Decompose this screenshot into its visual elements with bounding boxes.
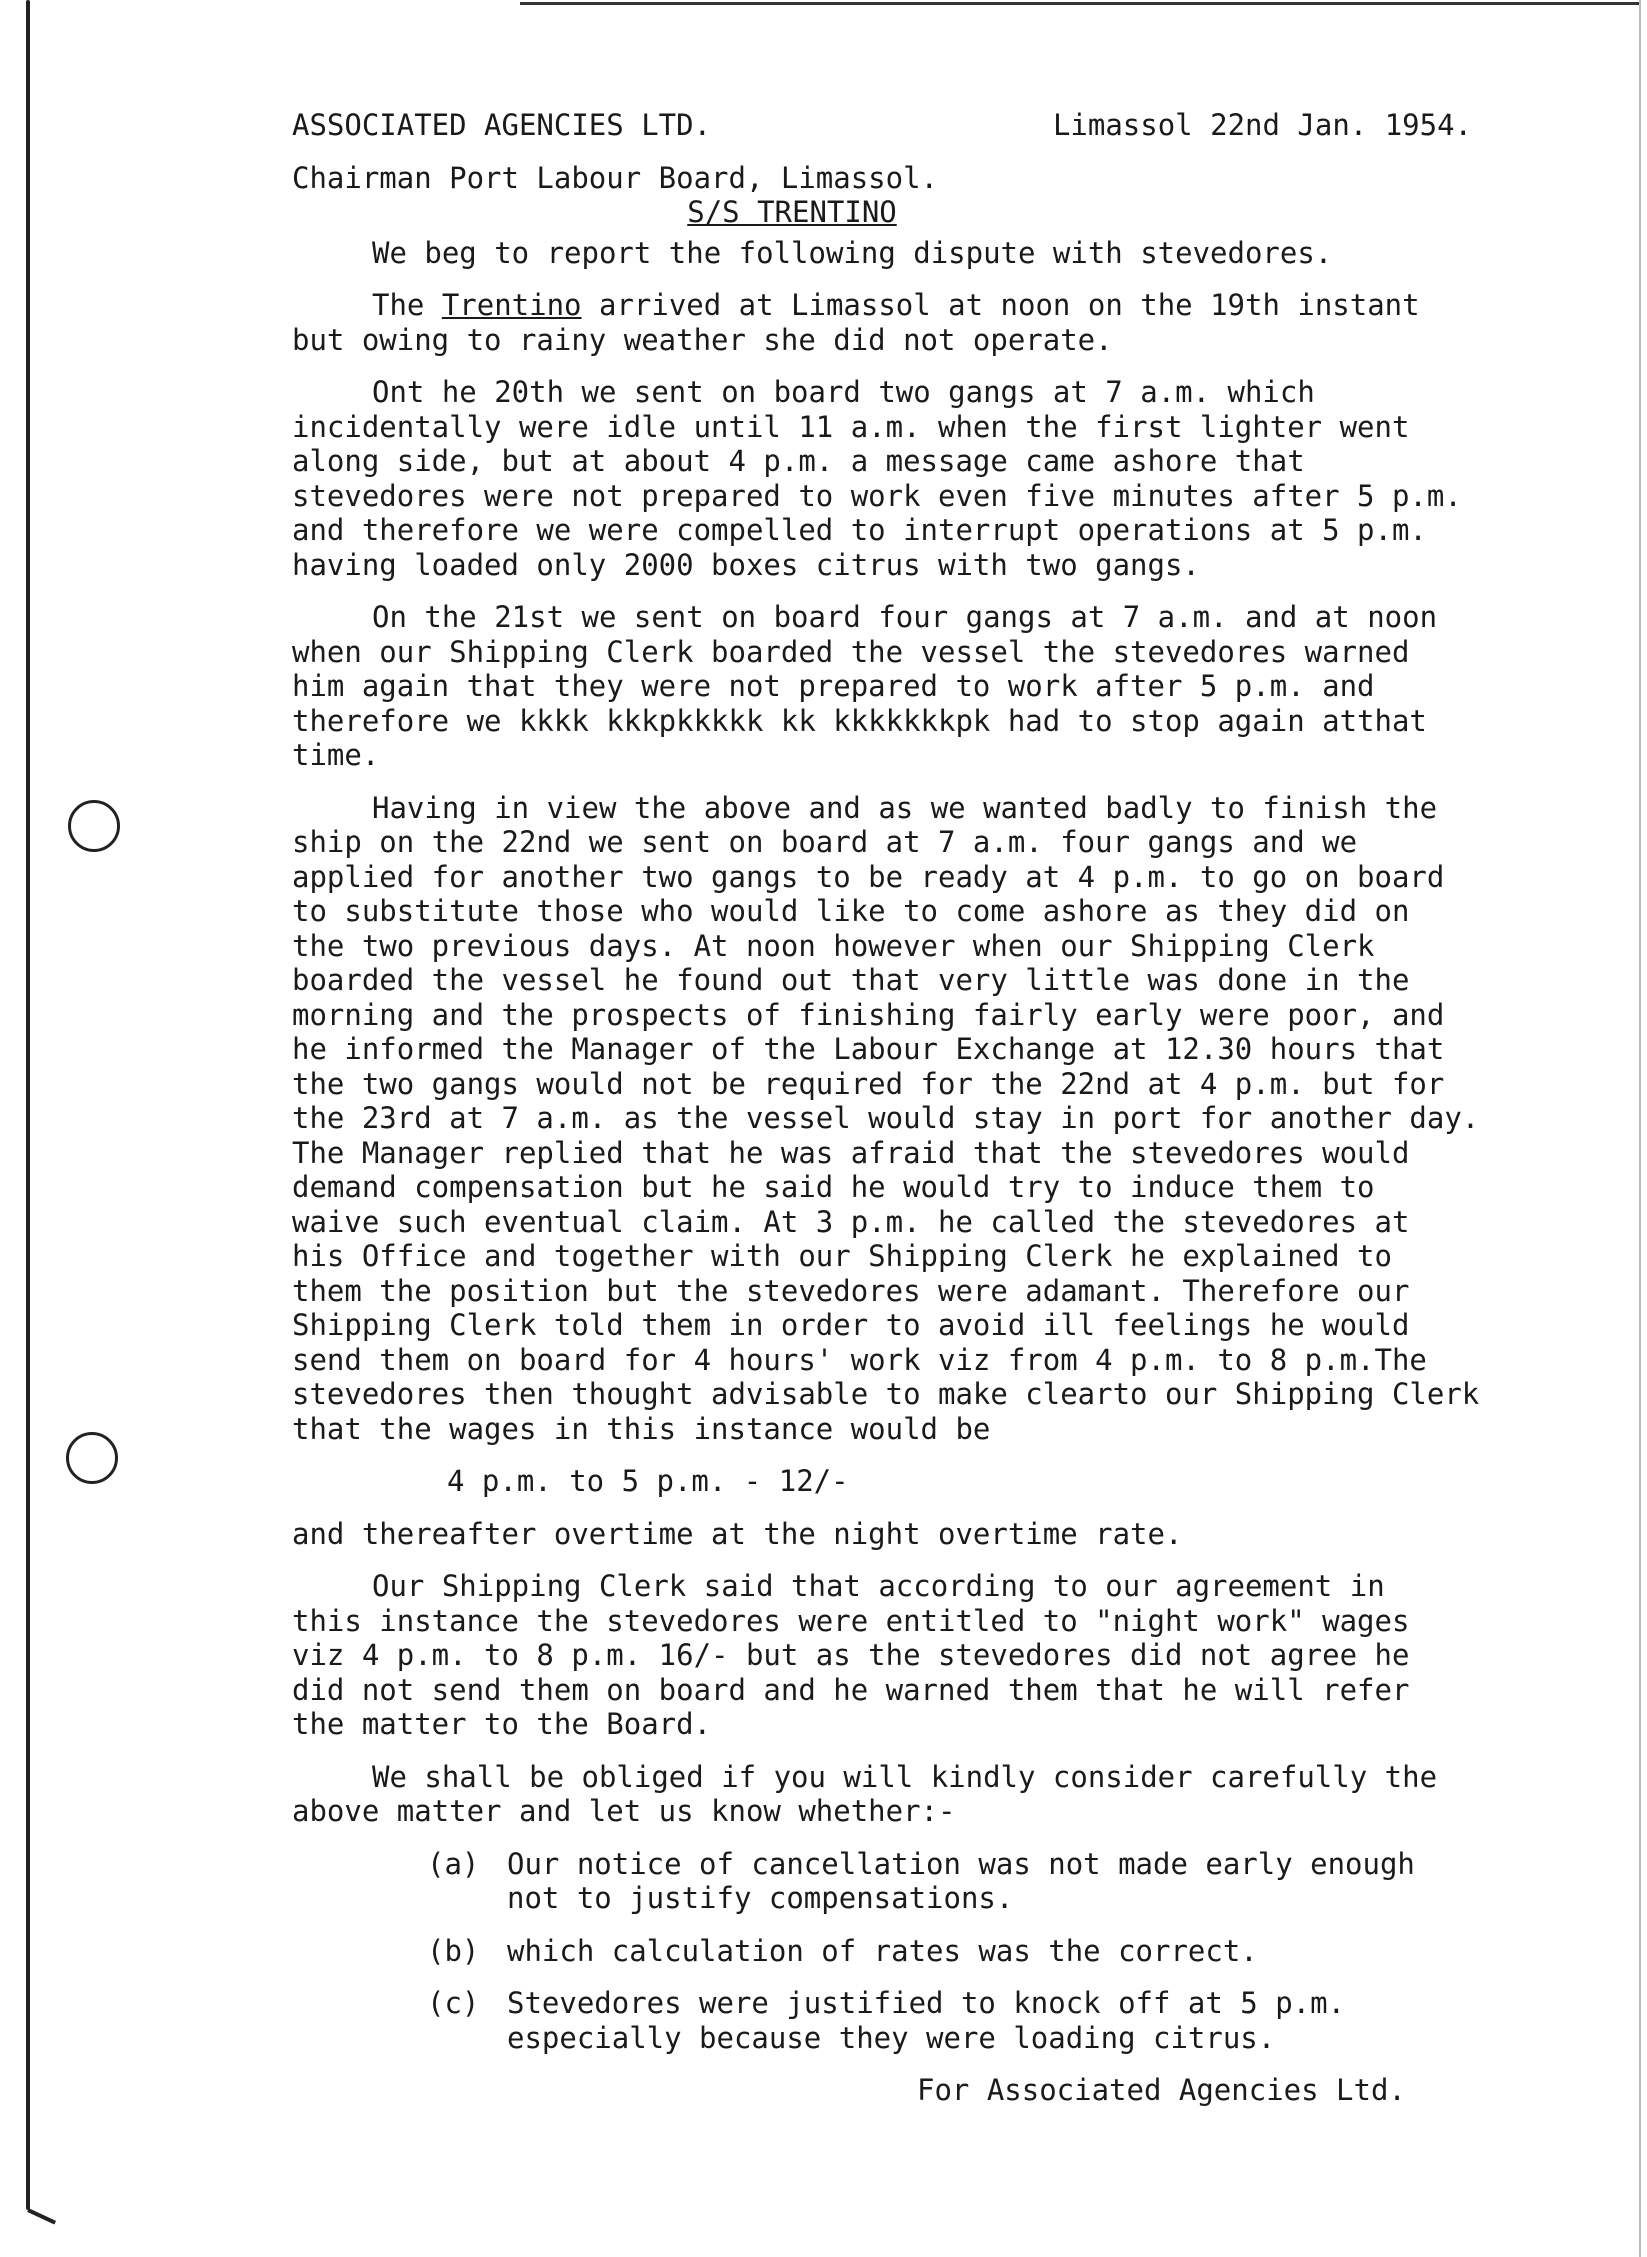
text-line: waive such eventual claim. At 3 p.m. he called the stevedores at: [292, 1204, 1410, 1239]
subject-title: S/S TRENTINO: [687, 195, 897, 229]
text-line: especially because they were loading citrus.: [507, 2020, 1276, 2055]
text-line: he informed the Manager of the Labour Exchange at 12.30 hours that: [292, 1032, 1445, 1066]
letter-body: [292, 108, 1612, 2108]
text-line: the 23rd at 7 a.m. as the vessel would stay in port for another day.: [292, 1101, 1480, 1135]
text-line: ship on the 22nd we sent on board at 7 a.m. four gangs and we: [292, 825, 1358, 859]
text-line: Our notice of cancellation was not made early enough: [507, 1846, 1415, 1881]
text-line: that the wages in this instance would be: [292, 1411, 991, 1446]
paragraph-4: [292, 600, 1612, 773]
company-name: ASSOCIATED AGENCIES LTD.: [292, 108, 712, 142]
signoff: For Associated Agencies Ltd.: [917, 2073, 1406, 2107]
text-line: which calculation of rates was the correct.: [507, 1933, 1258, 1968]
text-line: above matter and let us know whether:-: [292, 1794, 956, 1828]
page-edge-right: [1639, 0, 1641, 2257]
rate-line: 4 p.m. to 5 p.m. - 12/-: [447, 1464, 849, 1498]
text-line: along side, but at about 4 p.m. a message came ashore that: [292, 444, 1305, 478]
text-line: morning and the prospects of finishing fairly early were poor, and: [292, 997, 1445, 1032]
text-line: his Office and together with our Shipping Clerk he explained to: [292, 1239, 1392, 1273]
text-line: We shall be obliged if you will kindly consider carefully the: [372, 1759, 1438, 1794]
text-line: boarded the vessel he found out that very little was done in the: [292, 963, 1410, 997]
paragraph-7: [292, 1569, 1612, 1742]
text-line: them the position but the stevedores were adamant. Therefore our: [292, 1273, 1410, 1308]
text-line: the matter to the Board.: [292, 1707, 712, 1741]
text-line: Our Shipping Clerk said that according to our agreement in: [372, 1569, 1385, 1603]
punch-hole: [66, 1432, 118, 1484]
ship-name: Trentino: [441, 288, 582, 322]
text-line: and therefore we were compelled to interrupt operations at 5 p.m.: [292, 513, 1427, 547]
letterhead: [292, 108, 1472, 143]
list-item-a: [292, 1847, 1612, 1916]
page-edge-left: [26, 0, 30, 2210]
paragraph-3: [292, 375, 1612, 582]
text-line: but owing to rainy weather she did not operate.: [292, 322, 1113, 357]
text-line: applied for another two gangs to be ready at 4 p.m. to go on board: [292, 859, 1445, 894]
list-item-c: [292, 1986, 1612, 2055]
text-line: The Trentino arrived at Limassol at noon on the 19th instant: [372, 288, 1420, 322]
text-line: not to justify compensations.: [507, 1881, 1014, 1915]
text-line: demand compensation but he said he would try to induce them to: [292, 1170, 1375, 1204]
list-label: (a): [427, 1846, 480, 1881]
text-line: time.: [292, 738, 380, 772]
text-line: this instance the stevedores were entitled to "night work" wages: [292, 1603, 1410, 1638]
text-line: Shipping Clerk told them in order to avoid ill feelings he would: [292, 1308, 1410, 1342]
text-line: On the 21st we sent on board four gangs at 7 a.m. and at noon: [372, 600, 1438, 634]
addressee: Chairman Port Labour Board, Limassol.: [292, 160, 939, 195]
list-item-b: [292, 1934, 1612, 1969]
text-line: stevedores then thought advisable to make clearto our Shipping Clerk: [292, 1377, 1480, 1411]
text-line: the two previous days. At noon however when our Shipping Clerk: [292, 928, 1375, 963]
list-label: (b): [427, 1933, 480, 1968]
list-label: (c): [427, 1986, 480, 2020]
place-date: Limassol 22nd Jan. 1954.: [1052, 108, 1472, 142]
text-line: to substitute those who would like to come ashore as they did on: [292, 894, 1410, 928]
text-line: did not send them on board and he warned them that he will refer: [292, 1672, 1410, 1707]
text-line: having loaded only 2000 boxes citrus with two gangs.: [292, 547, 1200, 582]
text-line: therefore we kkkk kkkpkkkkk kk kkkkkkkpk had to stop again atthat: [292, 703, 1427, 738]
paragraph-8: [292, 1760, 1612, 1829]
text-line: when our Shipping Clerk boarded the vessel the stevedores warned: [292, 634, 1410, 669]
page-edge-bottom: [27, 2208, 56, 2224]
paragraph-1: [292, 236, 1612, 271]
text-line: and thereafter overtime at the night overtime rate.: [292, 1516, 1183, 1551]
text-line: him again that they were not prepared to work after 5 p.m. and: [292, 669, 1375, 703]
text-line: Having in view the above and as we wanted badly to finish the: [372, 790, 1438, 825]
text-line: Ont he 20th we sent on board two gangs at 7 a.m. which: [372, 375, 1315, 409]
text-line: The Manager replied that he was afraid that the stevedores would: [292, 1135, 1410, 1170]
text-line: incidentally were idle until 11 a.m. when the first lighter went: [292, 409, 1410, 444]
text-line: Stevedores were justified to knock off at 5 p.m.: [507, 1986, 1346, 2020]
paragraph-2: [292, 288, 1612, 357]
paragraph-5: [292, 791, 1612, 1447]
punch-hole: [68, 800, 120, 852]
text-line: We beg to report the following dispute with stevedores.: [372, 235, 1333, 270]
text-line: stevedores were not prepared to work even five minutes after 5 p.m.: [292, 478, 1462, 513]
text-line: the two gangs would not be required for the 22nd at 4 p.m. but for: [292, 1066, 1445, 1101]
text-line: send them on board for 4 hours' work viz from 4 p.m. to 8 p.m.The: [292, 1342, 1427, 1377]
page-edge-top: [520, 2, 1640, 5]
text-line: viz 4 p.m. to 8 p.m. 16/- but as the stevedores did not agree he: [292, 1638, 1410, 1672]
paragraph-6: [292, 1517, 1612, 1552]
